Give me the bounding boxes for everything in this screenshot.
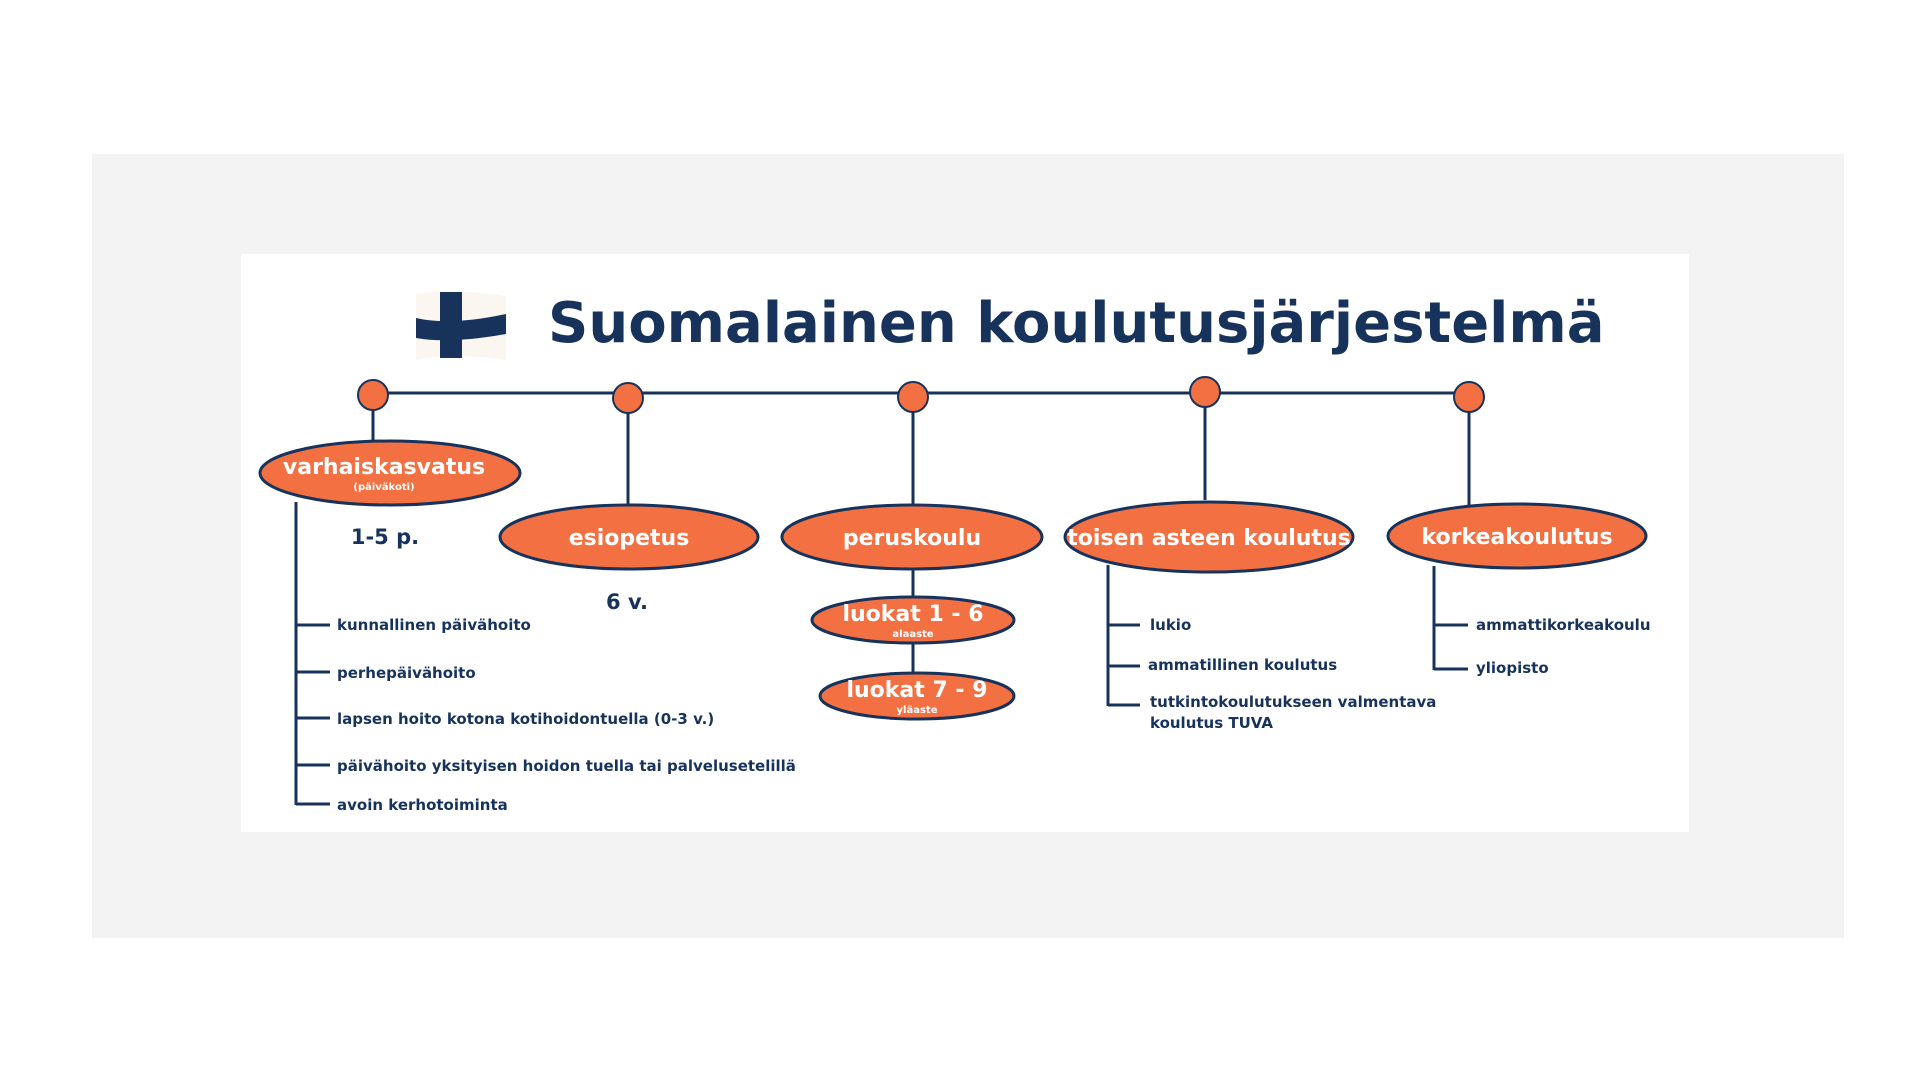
stage-korkeakoulutus bbox=[1388, 504, 1651, 677]
stage-toisen-asteen-koulutus bbox=[1065, 502, 1436, 732]
list-item: lapsen hoito kotona kotihoidontuella (0-3 v.) bbox=[337, 710, 715, 728]
timeline-dot-3 bbox=[898, 382, 928, 412]
list-item: ammattikorkeakoulu bbox=[1476, 616, 1651, 634]
node-luokat-1-6-label: luokat 1 - 6 bbox=[842, 602, 984, 627]
stage-esiopetus bbox=[500, 505, 758, 614]
node-luokat-1-6-sublabel: alaaste bbox=[892, 629, 934, 640]
node-varhaiskasvatus-label: varhaiskasvatus bbox=[282, 455, 486, 480]
node-korkeakoulutus-label: korkeakoulutus bbox=[1421, 525, 1613, 550]
list-item: kunnallinen päivähoito bbox=[337, 616, 531, 634]
list-item: koulutus TUVA bbox=[1150, 714, 1273, 732]
list-item: avoin kerhotoiminta bbox=[337, 796, 508, 814]
list-item: tutkintokoulutukseen valmentava bbox=[1150, 693, 1437, 711]
page-title: Suomalainen koulutusjärjestelmä bbox=[548, 291, 1605, 356]
timeline-dot-5 bbox=[1454, 382, 1484, 412]
node-peruskoulu-label: peruskoulu bbox=[842, 526, 982, 551]
timeline-dot-1 bbox=[358, 380, 388, 410]
dot-connectors bbox=[373, 407, 1469, 505]
list-item: yliopisto bbox=[1476, 659, 1549, 677]
stage-peruskoulu bbox=[782, 505, 1042, 719]
timeline-dots bbox=[358, 377, 1484, 413]
list-item: päivähoito yksityisen hoidon tuella tai palvelusetelillä bbox=[337, 757, 796, 775]
node-varhaiskasvatus-sublabel: (päiväkoti) bbox=[353, 482, 415, 493]
timeline-dot-4 bbox=[1190, 377, 1220, 407]
list-item: lukio bbox=[1150, 616, 1192, 634]
list-item: ammatillinen koulutus bbox=[1148, 656, 1338, 674]
finland-flag-icon bbox=[416, 291, 506, 360]
node-esiopetus-label: esiopetus bbox=[568, 526, 690, 551]
age-esiopetus: 6 v. bbox=[606, 590, 648, 614]
node-toisen-asteen-koulutus-label: toisen asteen koulutus bbox=[1067, 526, 1351, 551]
age-varhaiskasvatus: 1-5 p. bbox=[350, 525, 420, 549]
node-luokat-7-9-sublabel: yläaste bbox=[896, 705, 938, 716]
timeline-dot-2 bbox=[613, 383, 643, 413]
list-item: perhepäivähoito bbox=[337, 664, 476, 682]
node-luokat-7-9-label: luokat 7 - 9 bbox=[846, 678, 988, 703]
stage-varhaiskasvatus bbox=[260, 441, 796, 814]
